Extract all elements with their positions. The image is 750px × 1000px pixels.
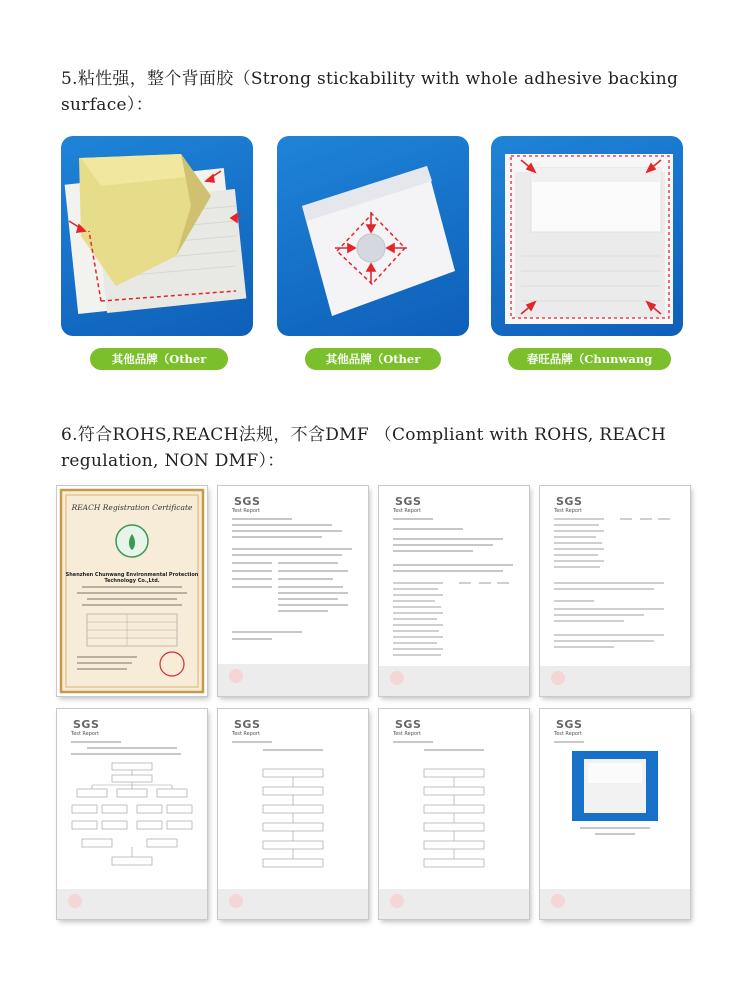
sgs-flow-chart-page-2 <box>218 709 368 919</box>
sgs-logo: SGS <box>556 718 583 731</box>
sgs-logo: SGS <box>395 718 422 731</box>
sgs-logo: SGS <box>556 495 583 508</box>
test-report-label: Test Report <box>232 731 261 737</box>
brand-label-other-1: 其他品牌（Other brand） <box>90 348 228 370</box>
sgs-report-page-2 <box>379 486 529 696</box>
sgs-report-page-3 <box>540 486 690 696</box>
test-report-label: Test Report <box>393 731 422 737</box>
test-report-label: Test Report <box>71 731 100 737</box>
section-5-heading: 5.粘性强，整个背面胶（Strong stickability with whole adhesive backing surface）： <box>61 69 679 115</box>
product-photo-other-brand-2 <box>277 136 469 336</box>
certificate-company: Shenzhen Chunwang Environmental Protection Technology Co.,Ltd. <box>65 572 199 584</box>
section-6-heading: 6.符合ROHS,REACH法规，不含DMF （Compliant with ROHS, REACH regulation, NON DMF）： <box>61 425 667 471</box>
sgs-logo: SGS <box>234 718 261 731</box>
certificate-title: REACH Registration Certificate <box>71 503 193 512</box>
test-report-label: Test Report <box>393 508 422 514</box>
sgs-logo: SGS <box>73 718 100 731</box>
test-report-label: Test Report <box>554 731 583 737</box>
sgs-sample-photo-page <box>540 709 690 919</box>
brand-label-chunwang: 春旺品牌（Chunwang brand） <box>508 348 671 370</box>
sgs-flow-chart-page-3 <box>379 709 529 919</box>
sgs-flow-chart-page-1 <box>57 709 207 919</box>
sgs-report-page-1 <box>218 486 368 696</box>
brand-label-other-2: 其他品牌（Other brand） <box>305 348 441 370</box>
sgs-logo: SGS <box>395 495 422 508</box>
reach-certificate <box>57 486 207 696</box>
test-report-label: Test Report <box>232 508 261 514</box>
product-photo-chunwang-brand <box>491 136 683 336</box>
sgs-logo: SGS <box>234 495 261 508</box>
product-photo-other-brand-1 <box>61 136 253 336</box>
test-report-label: Test Report <box>554 508 583 514</box>
